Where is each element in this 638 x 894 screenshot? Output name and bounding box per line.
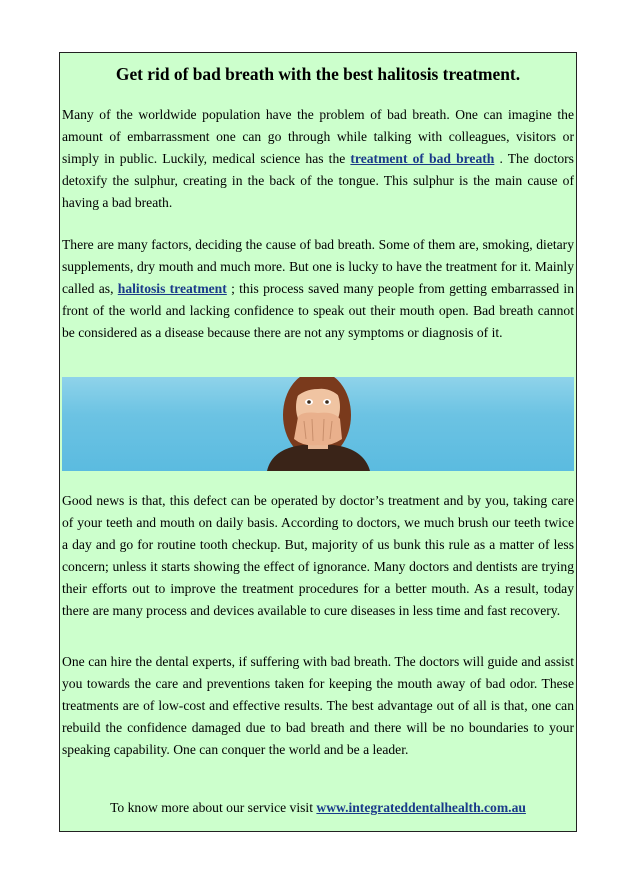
paragraph-dental-experts: One can hire the dental experts, if suffering with bad breath. The doctors will guide and assist you towards the care and preventions taken for keeping the mouth away of bad odor. These treatments are of low-cost and effective results. The best advantage out of all is that, one can rebuild the confidence damaged due to bad breath and there will be no boundaries to your speaking capability. One can conquer the world and be a leader. [62, 654, 574, 758]
woman-covering-mouth-photo [62, 377, 574, 471]
hands-shape [294, 413, 342, 446]
footer-text: To know more about our service visit [110, 800, 317, 815]
paragraph-causes [62, 234, 574, 344]
right-pupil [325, 400, 329, 404]
document-box [59, 52, 577, 832]
website-link[interactable]: www.integrateddentalhealth.com.au [316, 800, 526, 815]
photo-illustration [62, 377, 574, 471]
halitosis-treatment-link[interactable]: halitosis treatment [117, 281, 227, 297]
footer-line [60, 798, 576, 818]
left-pupil [307, 400, 311, 404]
treatment-of-bad-breath-link[interactable]: treatment of bad breath [350, 151, 495, 167]
paragraph-intro-text: Many of the worldwide population have the problem of bad breath. One can imagine the amount of embarrassment one can go through while talking with colleagues, visitors or simply in public. Luckily, medical science has the [62, 107, 574, 167]
document-title: Get rid of bad breath with the best halitosis treatment. [115, 64, 521, 84]
paragraph-good-news: Good news is that, this defect can be operated by doctor’s treatment and by you, taking care of your teeth and mouth on daily basis. According to doctors, we much brush our teeth twice a day and go for routine tooth checkup. But, majority of us bunk this rule as a matter of less concern; unless it starts showing the effect of ignorance. Many doctors and dentists are trying their efforts out to improve the treatment procedures for a better mouth. As a result, today there are many process and devices available to cure diseases in less time and fast recovery. [62, 493, 574, 619]
paragraph-intro-text-end: . The doctors detoxify the sulphur, creating in the back of the tongue. This sulphur is the main cause of having a bad breath. [62, 151, 574, 211]
paragraph-causes-text: There are many factors, deciding the cause of bad breath. Some of them are, smoking, dietary supplements, dry mouth and much more. But one is lucky to have the treatment for it. Mainly called as, [62, 237, 574, 297]
paragraph-intro [62, 104, 574, 214]
paragraph-causes-text-end: ; this process saved many people from getting embarrassed in front of the world and lacking confidence to speak out their mouth open. Bad breath cannot be considered as a disease because there are not any symptoms or diagnosis of it. [62, 281, 574, 341]
